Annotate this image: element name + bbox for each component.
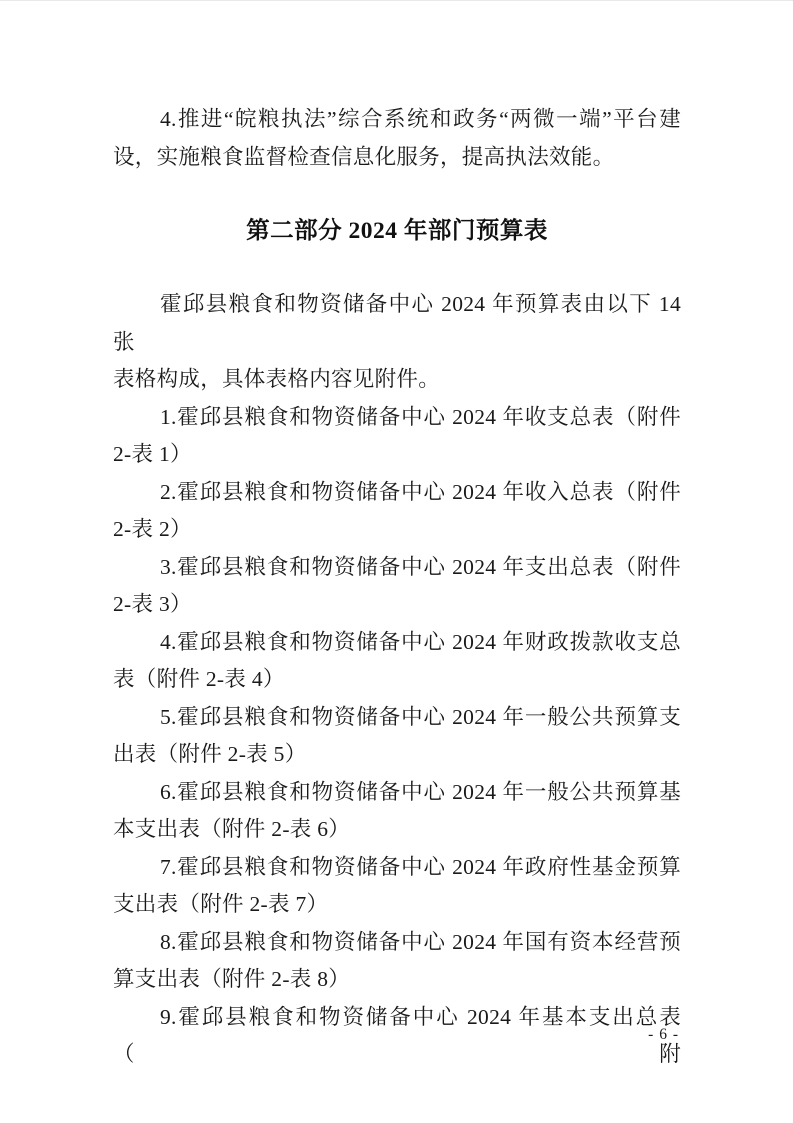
list-item-line: 2-表 3） <box>113 592 192 616</box>
document-content <box>113 101 681 1074</box>
list-item-line: 表（附件 2-表 4） <box>113 667 285 691</box>
list-item-line: 本支出表（附件 2-表 6） <box>113 817 351 841</box>
list-item-line: 6.霍邱县粮食和物资储备中心 2024 年一般公共预算基 <box>160 779 681 804</box>
list-item-line: 1.霍邱县粮食和物资储备中心 2024 年收支总表（附件 <box>160 404 681 429</box>
list-item-line: 7.霍邱县粮食和物资储备中心 2024 年政府性基金预算 <box>160 854 681 879</box>
list-item-line: 算支出表（附件 2-表 8） <box>113 967 351 991</box>
list-item-line: 5.霍邱县粮食和物资储备中心 2024 年一般公共预算支 <box>160 704 681 729</box>
list-item-line: 3.霍邱县粮食和物资储备中心 2024 年支出总表（附件 <box>160 554 681 579</box>
list-item-line: 4.霍邱县粮食和物资储备中心 2024 年财政拨款收支总 <box>160 629 681 654</box>
list-item-line: 2.霍邱县粮食和物资储备中心 2024 年收入总表（附件 <box>160 479 681 504</box>
paragraph-line: 设，实施粮食监督检查信息化服务，提高执法效能。 <box>113 144 615 169</box>
list-item-line: 2-表 2） <box>113 517 192 541</box>
list-item-line: 9.霍邱县粮食和物资储备中心 2024 年基本支出总表（附 <box>113 1004 681 1066</box>
intro-line: 霍邱县粮食和物资储备中心 2024 年预算表由以下 14 张 <box>113 292 681 354</box>
list-item-line: 2-表 1） <box>113 442 192 466</box>
list-item-line: 8.霍邱县粮食和物资储备中心 2024 年国有资本经营预 <box>160 929 681 954</box>
list-item-line: 支出表（附件 2-表 7） <box>113 892 329 916</box>
page-number: - 6 - <box>648 1026 679 1043</box>
list-item-line: 出表（附件 2-表 5） <box>113 742 307 766</box>
paragraph-line: 4.推进“皖粮执法”综合系统和政务“两微一端”平台建 <box>160 107 681 131</box>
intro-line: 表格构成，具体表格内容见附件。 <box>113 367 441 391</box>
section-title: 第二部分 2024 年部门预算表 <box>246 218 548 244</box>
